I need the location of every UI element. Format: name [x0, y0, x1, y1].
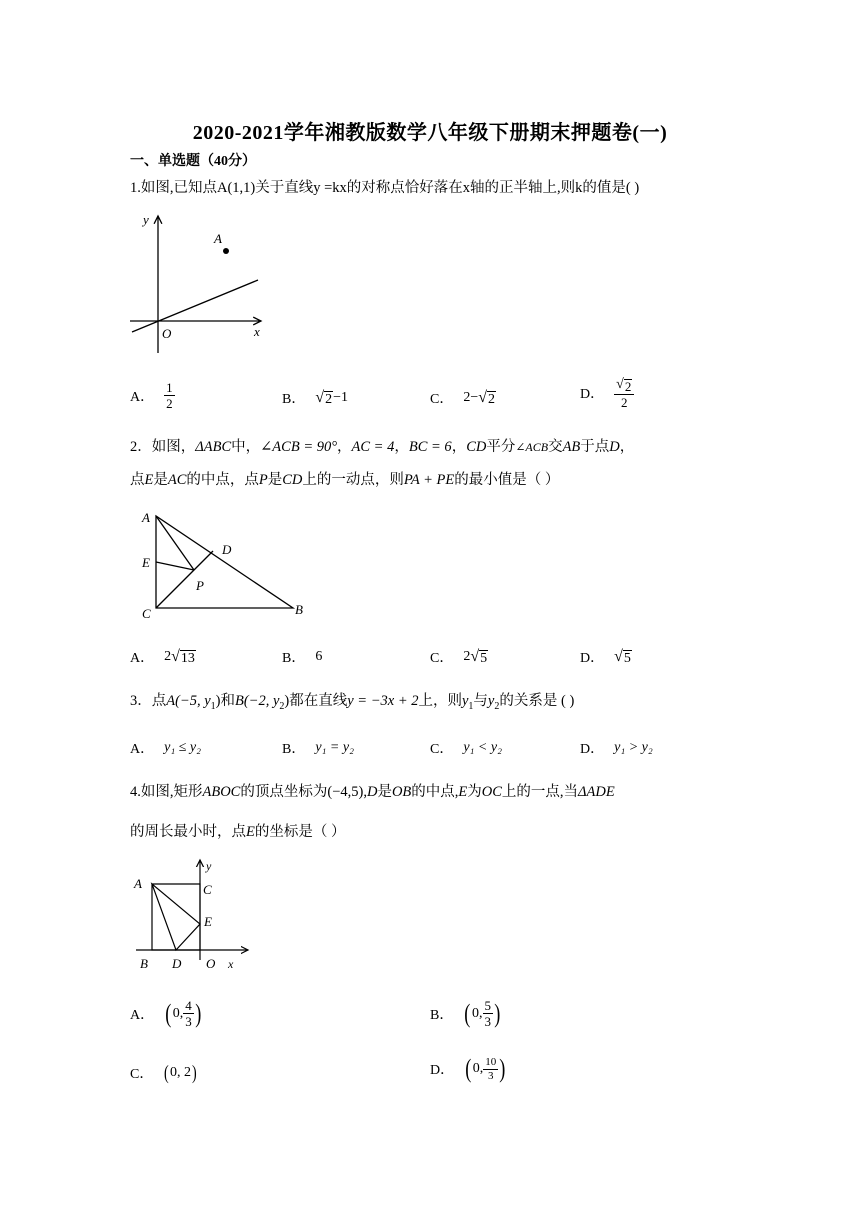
q1-line-y-kx	[132, 280, 258, 332]
q4-label-C: C	[203, 882, 212, 897]
q1-option-b-sqrt: √ 2	[315, 388, 333, 407]
q1-label-y: y	[143, 212, 149, 227]
q4-option-d-fraction: $\frac{10}{3}$	[485, 1055, 497, 1082]
q2-label-A: A	[142, 510, 150, 525]
q1-label-O: O	[162, 326, 172, 341]
q2-segment-CD	[156, 551, 213, 608]
q2-triangle-ABC	[156, 516, 293, 608]
q4-option-b-fraction: $\frac{5}{3}$	[484, 998, 492, 1029]
q2-option-d[interactable]: D． √ 5	[580, 647, 631, 666]
q2-label-E: E	[142, 555, 150, 570]
q4-label-B: B	[140, 956, 148, 971]
q4-option-a-fraction: $\frac{4}{3}$	[185, 998, 192, 1029]
question-4-figure	[130, 856, 255, 976]
q4-option-a[interactable]: A． ( 0, $\frac{4}{3}$ )	[130, 998, 202, 1029]
q1-option-d[interactable]: D． √ 2 2	[580, 376, 634, 410]
q1-point-A	[223, 248, 229, 254]
q2-segment-PE	[156, 562, 194, 570]
q2-label-P: P	[196, 578, 204, 593]
question-4-line-2: 的周长最小时，点E的坐标是（ ）	[130, 824, 346, 840]
q1-option-b[interactable]: B． √ 2 −1	[282, 388, 349, 407]
q4-option-d[interactable]: D． ( 0, $\frac{10}{3}$ )	[430, 1054, 506, 1083]
q2-segment-PA	[156, 516, 194, 570]
q4-label-D: D	[172, 956, 182, 971]
q3-option-d[interactable]: D． y₁ > y₂	[580, 740, 653, 757]
question-4-line-1: 4.如图,矩形ABOC的顶点坐标为(−4,5),D是OB的中点,E为OC上的一点,当ΔADE	[130, 784, 615, 800]
q4-label-E: E	[204, 914, 212, 929]
question-3-text: 3．点A(−5, $y_1$)和B(−2, $y_2$)都在直线y = −3x + 2上，则$y_1$与$y_2$的关系是 ( )	[130, 693, 575, 712]
q2-option-c[interactable]: C． 2 √ 5	[430, 647, 488, 666]
question-2-line-1: 2．如图，ΔABC中，∠ACB = 90°，AC = 4，BC = 6，CD平分∠ACB交AB于点D，	[130, 439, 635, 455]
q2-label-D: D	[222, 542, 232, 557]
q2-option-d-sqrt: √ 5	[614, 647, 631, 666]
q3-option-a[interactable]: A． y₁ ≤ y₂	[130, 740, 201, 757]
q1-option-c-sqrt: √ 2	[478, 388, 496, 407]
q1-label-A: A	[214, 231, 222, 246]
q4-option-b[interactable]: B． ( 0, $\frac{5}{3}$ )	[430, 998, 501, 1029]
section-heading: 一、单选题（40分）	[130, 154, 256, 169]
q3-option-c[interactable]: C． y₁ < y₂	[430, 740, 502, 757]
q4-option-c[interactable]: C． ( 0, 2 )	[130, 1062, 197, 1084]
question-2-line-2: 点E是AC的中点，点P是CD上的一动点，则PA + PE的最小值是（ ）	[130, 472, 560, 488]
q4-label-O: O	[206, 956, 216, 971]
page-title: 2020-2021学年湘教版数学八年级下册期末押题卷(一)	[192, 122, 668, 144]
q2-label-B: B	[295, 602, 303, 617]
q4-label-A: A	[134, 876, 142, 891]
q2-label-C: C	[142, 606, 151, 621]
q3-option-b[interactable]: B． y₁ = y₂	[282, 740, 354, 757]
q2-option-c-sqrt: √ 5	[470, 647, 488, 666]
question-1-figure	[128, 208, 268, 358]
question-1-text: 1.如图,已知点A(1,1)关于直线y =kx的对称点恰好落在x轴的正半轴上,则k的值是( )	[130, 180, 640, 196]
q1-option-a[interactable]: A． $\frac{1}{2}$	[130, 380, 173, 411]
q1-option-d-fraction: √ 2 2	[614, 376, 634, 410]
q4-triangle-ADE	[152, 884, 200, 950]
q1-option-c[interactable]: C． 2− √ 2	[430, 388, 496, 407]
q1-option-a-fraction: $\frac{1}{2}$	[166, 380, 173, 411]
q4-rectangle-ABOC	[152, 884, 200, 950]
q2-option-b[interactable]: B． 6	[282, 649, 323, 666]
q2-option-a[interactable]: A． 2 √ 13	[130, 647, 195, 666]
q4-label-y: y	[206, 859, 212, 873]
q1-label-x: x	[254, 324, 260, 339]
q4-label-x: x	[228, 957, 234, 971]
q2-option-a-sqrt: √ 13	[171, 647, 195, 666]
question-2-figure	[138, 504, 318, 624]
